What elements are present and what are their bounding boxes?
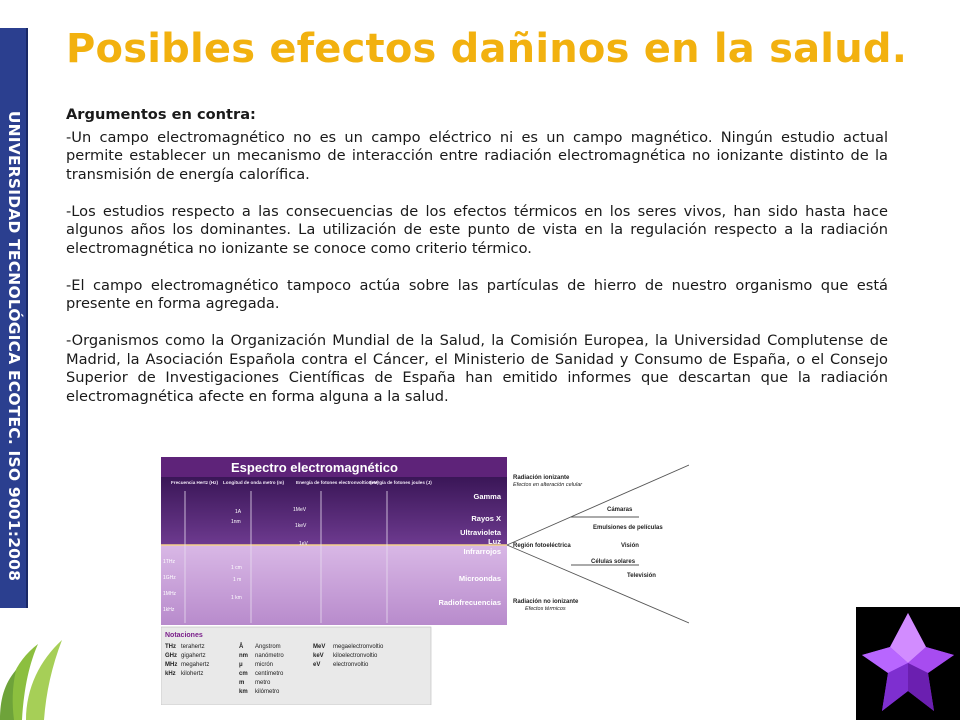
svg-text:kiloelectronvoltio: kiloelectronvoltio: [333, 653, 378, 659]
nonionizing-region: [161, 545, 507, 625]
svg-text:Angstrom: Angstrom: [255, 644, 281, 650]
svg-text:THz: THz: [165, 644, 176, 650]
svg-text:GHz: GHz: [165, 653, 177, 659]
band-xray: Rayos X: [471, 514, 501, 523]
paragraph-3: -El campo electromagnético tampoco actúa sobre las partículas de hierro de nuestro organismo que está presente en forma agregada.: [66, 276, 888, 312]
svg-text:nm: nm: [239, 653, 248, 659]
col-wavelength: Longitud de onda metro (m): [223, 480, 284, 485]
use-cameras: Cámaras: [607, 507, 633, 513]
svg-text:kHz: kHz: [165, 671, 176, 677]
wave-label-cm: 1 cm: [231, 565, 242, 571]
ionizing-label: Radiación ionizante: [513, 475, 570, 481]
energy-label-kev: 1keV: [295, 523, 307, 529]
svg-text:eV: eV: [313, 662, 321, 668]
purple-crystal-image: [856, 607, 960, 720]
photoelectric-label: Región fotoeléctrica: [513, 543, 571, 549]
paragraph-1: -Un campo electromagnético no es un campo eléctrico ni es un campo magnético. Ningún estudio actual permite establecer un mecanismo de interacción entre radiación electromagnética no ionizante distinto de la transmisión de energía calorífica.: [66, 128, 888, 183]
svg-text:kilómetro: kilómetro: [255, 689, 280, 695]
band-light: Luz: [488, 537, 501, 546]
col-energy-j: Energía de fotones joules (J): [369, 480, 432, 485]
university-side-strip: [0, 28, 28, 608]
col-energy-ev: Energía de fotones electronvoltio (eV): [296, 480, 379, 485]
svg-text:km: km: [239, 689, 248, 695]
electromagnetic-spectrum-figure: [161, 457, 689, 705]
band-gamma: Gamma: [473, 492, 501, 501]
svg-text:micrón: micrón: [255, 662, 274, 668]
slide-body: [66, 106, 888, 425]
col-frequency: Frecuencia Hertz (Hz): [171, 480, 218, 485]
svg-text:centímetro: centímetro: [255, 671, 284, 677]
nonionizing-sub: Efectos térmicos: [525, 606, 566, 612]
wave-label-nm: 1nm: [231, 519, 241, 525]
svg-text:MeV: MeV: [313, 644, 326, 650]
slide-title: Posibles efectos dañinos en la salud.: [66, 26, 908, 72]
band-infrared: Infrarrojos: [463, 547, 501, 556]
svg-text:μ: μ: [239, 662, 243, 668]
university-name: UNIVERSIDAD TECNOLÓGICA ECOTEC. ISO 9001:2008: [5, 110, 23, 582]
arguments-heading: Argumentos en contra:: [66, 106, 256, 123]
use-tv: Televisión: [627, 573, 656, 579]
wave-label-km: 1 km: [231, 595, 242, 601]
energy-label-ev: 1eV: [299, 541, 308, 547]
svg-text:megaelectronvoltio: megaelectronvoltio: [333, 644, 384, 650]
svg-text:cm: cm: [239, 671, 248, 677]
freq-label-mhz: 1MHz: [163, 591, 177, 597]
paragraph-4: -Organismos como la Organización Mundial de la Salud, la Comisión Europea, la Universidad Complutense de Madrid, la Asociación Española contra el Cáncer, el Ministerio de Sanidad y Consumo de España, o el Consejo Superior de Investigaciones Científicas de España han emitido informes que descartan que la radiación electromagnética afecte en forma alguna a la salud.: [66, 332, 888, 405]
svg-text:metro: metro: [255, 680, 271, 686]
spectrum-title: Espectro electromagnético: [231, 460, 398, 475]
band-radio: Radiofrecuencias: [438, 598, 501, 607]
ionizing-region: [161, 477, 507, 545]
use-solar: Células solares: [591, 559, 636, 565]
band-microwave: Microondas: [458, 574, 501, 583]
svg-text:m: m: [239, 680, 245, 686]
svg-text:keV: keV: [313, 653, 324, 659]
use-vision: Visión: [621, 543, 639, 549]
svg-text:nanómetro: nanómetro: [255, 653, 284, 659]
svg-text:MHz: MHz: [165, 662, 178, 668]
paragraph-2: -Los estudios respecto a las consecuencias de los efectos térmicos en los seres vivos, han sido hasta hace algunos años los dominantes. La utilización de este punto de vista en la regulación respecto a la radiación electromagnética no ionizante se conoce como criterio térmico.: [66, 202, 888, 257]
energy-label-mev: 1MeV: [293, 507, 307, 513]
svg-text:Å: Å: [239, 644, 244, 650]
band-ultraviolet: Ultravioleta: [460, 528, 501, 537]
freq-label-ghz: 1GHz: [163, 575, 176, 581]
svg-text:kilohertz: kilohertz: [181, 671, 204, 677]
freq-label-thz: 1THz: [163, 559, 175, 565]
leaf-logo-icon: [0, 600, 70, 720]
svg-text:gigahertz: gigahertz: [181, 653, 206, 659]
ionizing-sub: Efectos en alteración celular: [513, 482, 583, 488]
wave-label-angstrom: 1A: [235, 509, 242, 515]
svg-text:terahertz: terahertz: [181, 644, 205, 650]
freq-label-khz: 1kHz: [163, 607, 175, 613]
svg-text:megahertz: megahertz: [181, 662, 210, 668]
notations-title: Notaciones: [165, 632, 203, 639]
nonionizing-label: Radiación no ionizante: [513, 599, 579, 605]
svg-text:electronvoltio: electronvoltio: [333, 662, 369, 668]
use-film: Emulsiones de películas: [593, 525, 663, 531]
wave-label-m: 1 m: [233, 577, 242, 583]
